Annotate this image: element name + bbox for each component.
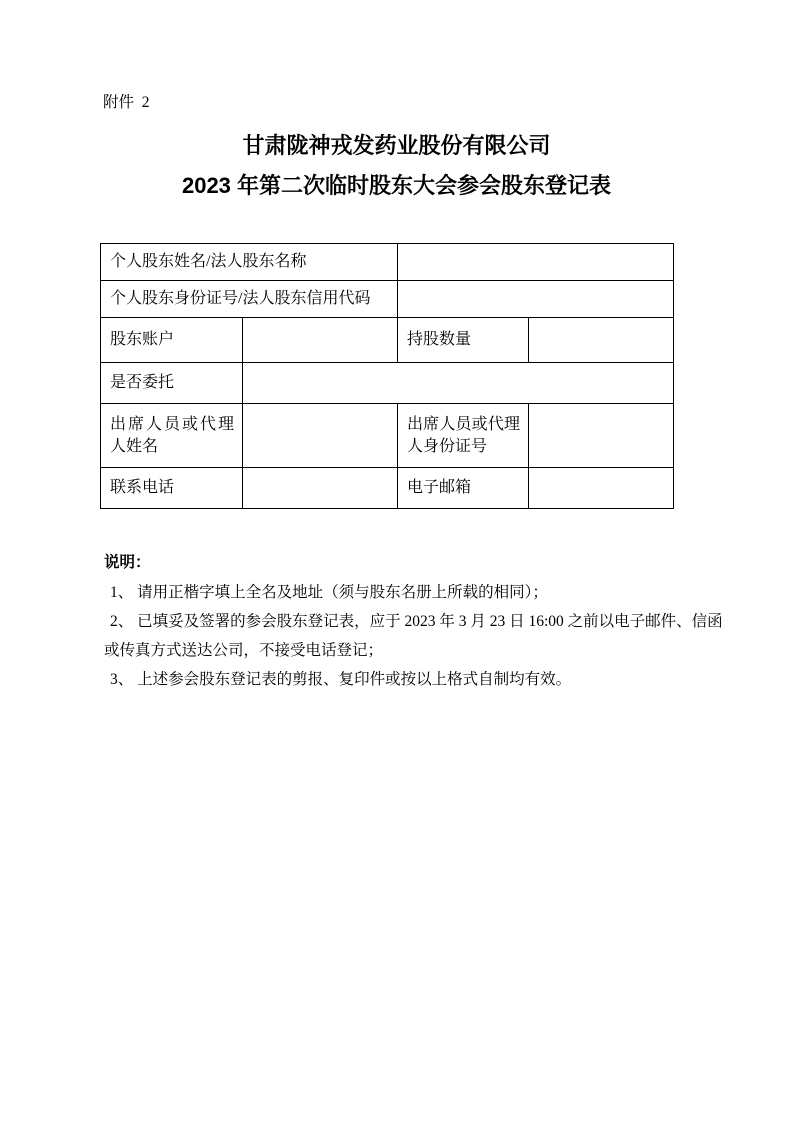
notes-heading: 说明： [104,554,151,571]
shareholder-account-label: 股东账户 [101,318,243,363]
proxy-status-input-cell[interactable] [243,363,674,404]
email-label: 电子邮箱 [398,468,529,509]
attendee-name-label: 出席人员或代理人姓名 [101,404,243,468]
attachment-label: 附件 2 [103,94,150,111]
note-item-2-line-1: 2、 已填妥及签署的参会股东登记表，应于 2023 年 3 月 23 日 16:00 之前以电子邮件、信函 [110,613,723,630]
id-or-credit-code-label: 个人股东身份证号/法人股东信用代码 [101,281,398,318]
attendee-name-input-cell[interactable] [243,404,398,468]
contact-phone-input-cell[interactable] [243,468,398,509]
table-row [101,363,674,404]
table-row [101,244,674,281]
note-item-3: 3、 上述参会股东登记表的剪报、复印件或按以上格式自制均有效。 [110,671,572,688]
attendee-id-label: 出席人员或代理人身份证号 [398,404,529,468]
proxy-status-label: 是否委托 [101,363,243,404]
table-row [101,318,674,363]
table-row [101,404,674,468]
shareholder-name-label: 个人股东姓名/法人股东名称 [101,244,398,281]
notes-section [104,548,723,694]
note-item-1: 1、 请用正楷字填上全名及地址（须与股东名册上所载的相同）； [110,584,548,601]
attendee-id-input-cell[interactable] [529,404,674,468]
registration-form-table [100,243,674,509]
note-item-2-line-2: 或传真方式送达公司，不接受电话登记； [104,642,384,659]
shares-held-label: 持股数量 [398,318,529,363]
table-row [101,468,674,509]
shareholder-name-input-cell[interactable] [398,244,674,281]
meeting-registration-title: 2023 年第二次临时股东大会参会股东登记表 [181,173,612,198]
shareholder-account-input-cell[interactable] [243,318,398,363]
table-row [101,281,674,318]
email-input-cell[interactable] [529,468,674,509]
shares-held-input-cell[interactable] [529,318,674,363]
id-or-credit-code-input-cell[interactable] [398,281,674,318]
contact-phone-label: 联系电话 [101,468,243,509]
company-name-title: 甘肃陇神戎发药业股份有限公司 [242,133,551,158]
